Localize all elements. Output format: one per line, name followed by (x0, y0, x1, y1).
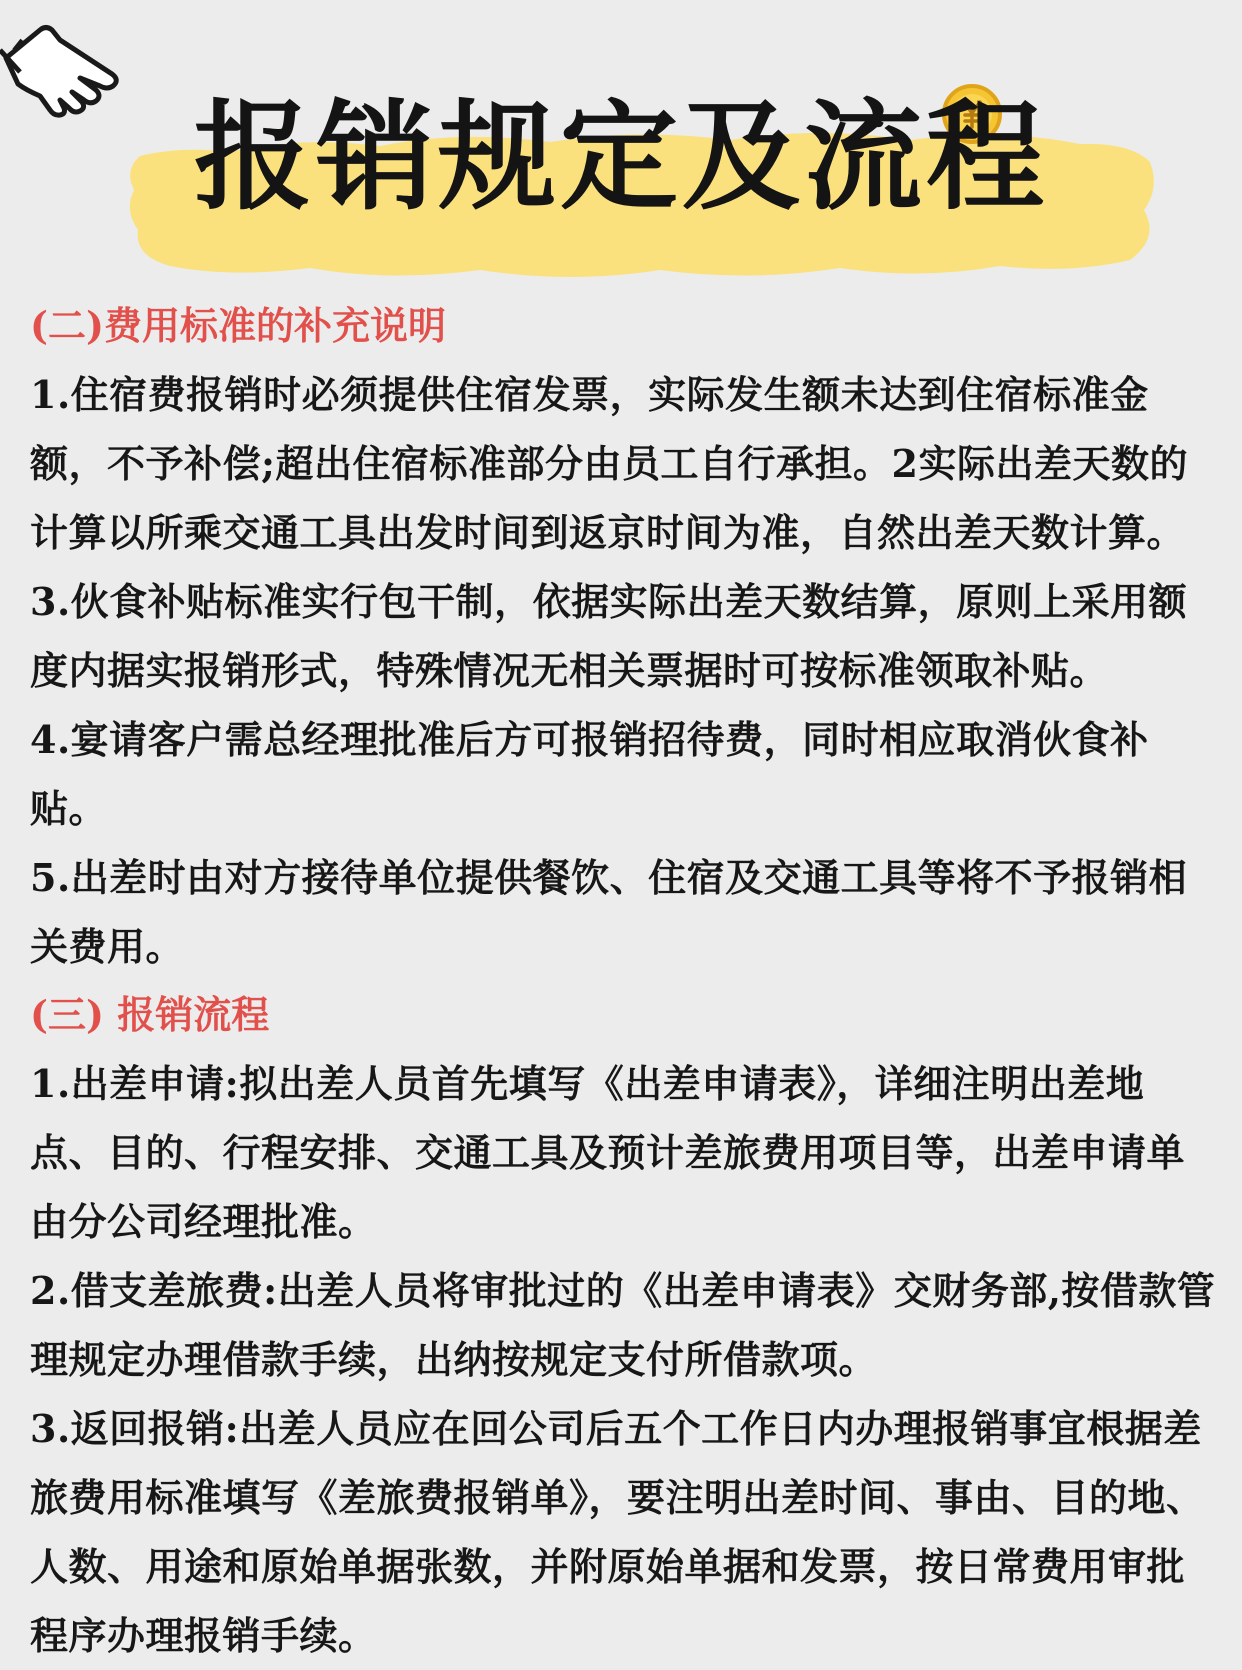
page-title: 报销规定及流程 (193, 88, 1048, 226)
list-item: 2.借支差旅费:出差人员将审批过的《出差申请表》交财务部,按借款管理规定办理借款手续，出纳按规定支付所借款项。 (30, 1268, 1216, 1382)
list-item: 1.出差申请:拟出差人员首先填写《出差申请表》，详细注明出差地点、目的、行程安排、交通工具及预计差旅费用项目等，出差申请单由分公司经理批准。 (30, 1061, 1186, 1244)
list-item: 4.宴请客户需总经理批准后方可报销招待费，同时相应取消伙食补贴。 (30, 717, 1149, 831)
section-heading: (二)费用标准的补充说明 (30, 303, 446, 348)
list-item: 3.返回报销:出差人员应在回公司后五个工作日内办理报销事宜根据差旅费用标准填写《差旅费报销单》，要注明出差时间、事由、目的地、人数、用途和原始单据张数，并附原始单据和发票，按日常费用审批程序办理报销手续。 (30, 1406, 1205, 1658)
section-heading: (三) 报销流程 (30, 992, 270, 1037)
list-item: 3.伙食补贴标准实行包干制，依据实际出差天数结算，原则上采用额度内据实报销形式，特殊情况无相关票据时可按标准领取补贴。 (30, 579, 1188, 693)
content (30, 292, 1220, 1670)
list-item: 5.出差时由对方接待单位提供餐饮、住宿及交通工具等将不予报销相关费用。 (30, 855, 1188, 969)
section-reimbursement-process (30, 981, 1220, 1670)
list-item: 1.住宿费报销时必须提供住宿发票，实际发生额未达到住宿标准金额，不予补偿;超出住宿标准部分由员工自行承担。2实际出差天数的计算以所乘交通工具出发时间到返京时间为准，自然出差天数计算。 (30, 372, 1188, 555)
section-fee-standards (30, 292, 1220, 981)
